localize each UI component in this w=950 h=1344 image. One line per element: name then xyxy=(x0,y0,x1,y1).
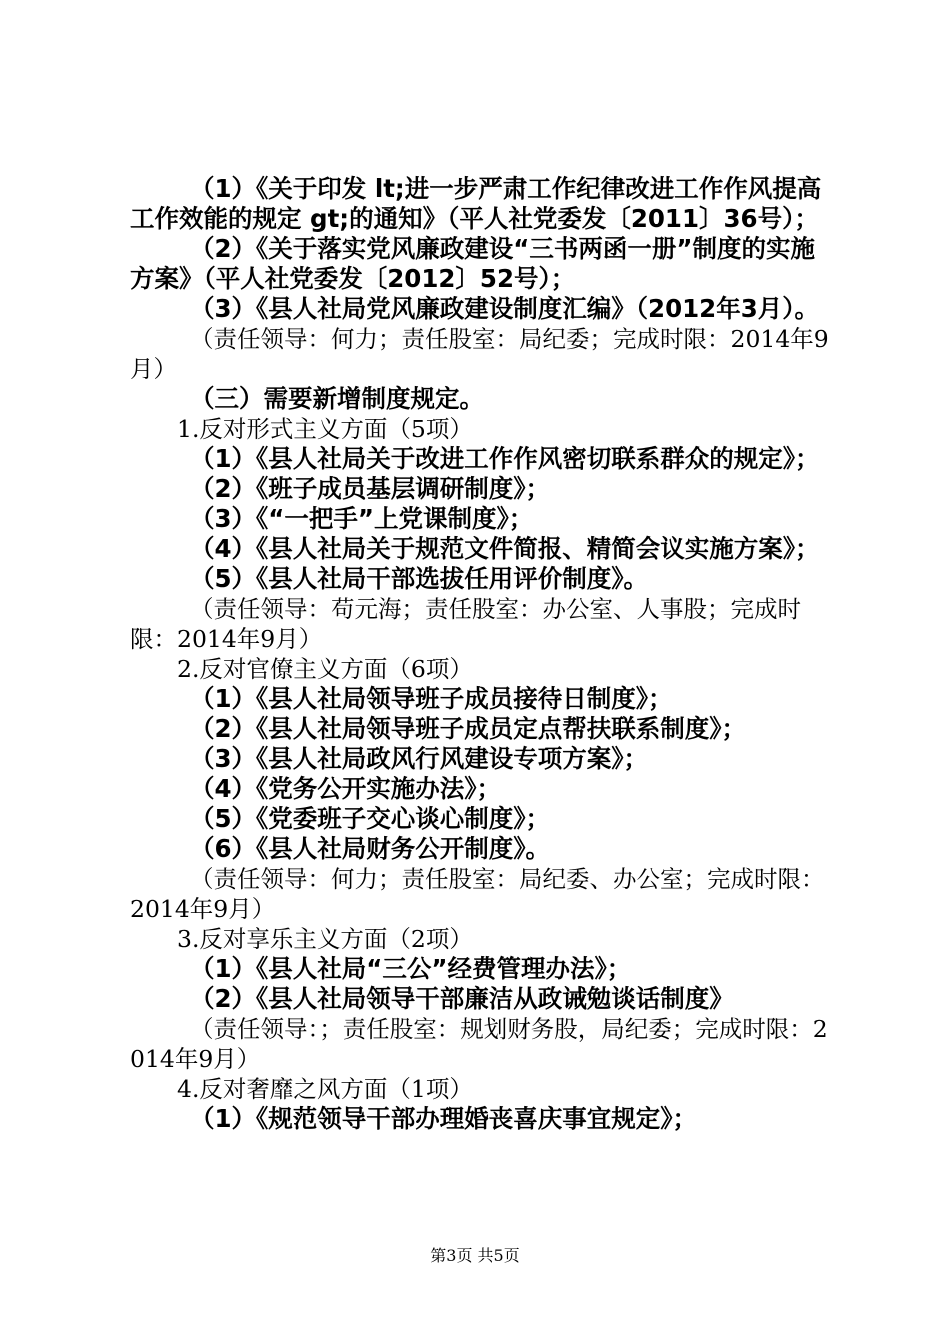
paragraph: （1）《规范领导干部办理婚丧喜庆事宜规定》； xyxy=(190,1104,698,1133)
paragraph: （2）《县人社局领导班子成员定点帮扶联系制度》； xyxy=(190,714,747,743)
paragraph: （2）《班子成员基层调研制度》； xyxy=(190,474,551,503)
paragraph: （1）《关于印发 lt;进一步严肃工作纪律改进工作作风提高工作效能的规定 gt;的通知》（平人社党委发〔2011〕36号）； xyxy=(130,174,822,233)
paragraph: （3）《县人社局政风行风建设专项方案》； xyxy=(190,744,649,773)
paragraph: （3）《“一把手”上党课制度》； xyxy=(190,504,534,533)
paragraph: （5）《县人社局干部选拔任用评价制度》。 xyxy=(190,564,649,593)
document-body xyxy=(130,174,835,1134)
paragraph: （责任领导：；责任股室：规划财务股，局纪委；完成时限：2014年9月） xyxy=(130,1015,828,1073)
paragraph: （4）《县人社局关于规范文件简报、精简会议实施方案》； xyxy=(190,534,820,563)
paragraph: 3.反对享乐主义方面（2项） xyxy=(177,925,473,953)
paragraph: （2）《县人社局领导干部廉洁从政诫勉谈话制度》 xyxy=(190,984,734,1013)
paragraph: （三）需要新增制度规定。 xyxy=(190,384,484,413)
paragraph: （6）《县人社局财务公开制度》。 xyxy=(190,834,551,863)
paragraph: 1.反对形式主义方面（5项） xyxy=(177,415,473,443)
paragraph: （3）《县人社局党风廉政建设制度汇编》（2012年3月）。 xyxy=(190,294,820,323)
paragraph: 4.反对奢靡之风方面（1项） xyxy=(177,1075,473,1103)
paragraph: （1）《县人社局关于改进工作作风密切联系群众的规定》； xyxy=(190,444,820,473)
paragraph: （责任领导：苟元海；责任股室：办公室、人事股；完成时限：2014年9月） xyxy=(130,595,801,653)
paragraph: （责任领导：何力；责任股室：局纪委；完成时限：2014年9月） xyxy=(130,325,829,383)
paragraph: （责任领导：何力；责任股室：局纪委、办公室；完成时限：2014年9月） xyxy=(130,865,825,923)
paragraph: （2）《关于落实党风廉政建设“三书两函一册”制度的实施方案》（平人社党委发〔2012〕52号）； xyxy=(130,234,815,293)
paragraph: （1）《县人社局领导班子成员接待日制度》； xyxy=(190,684,673,713)
paragraph: （4）《党务公开实施办法》； xyxy=(190,774,502,803)
paragraph: （1）《县人社局“三公”经费管理办法》； xyxy=(190,954,632,983)
page-footer: 第3页 共5页 xyxy=(430,1246,520,1265)
paragraph: 2.反对官僚主义方面（6项） xyxy=(177,655,473,683)
paragraph: （5）《党委班子交心谈心制度》； xyxy=(190,804,551,833)
